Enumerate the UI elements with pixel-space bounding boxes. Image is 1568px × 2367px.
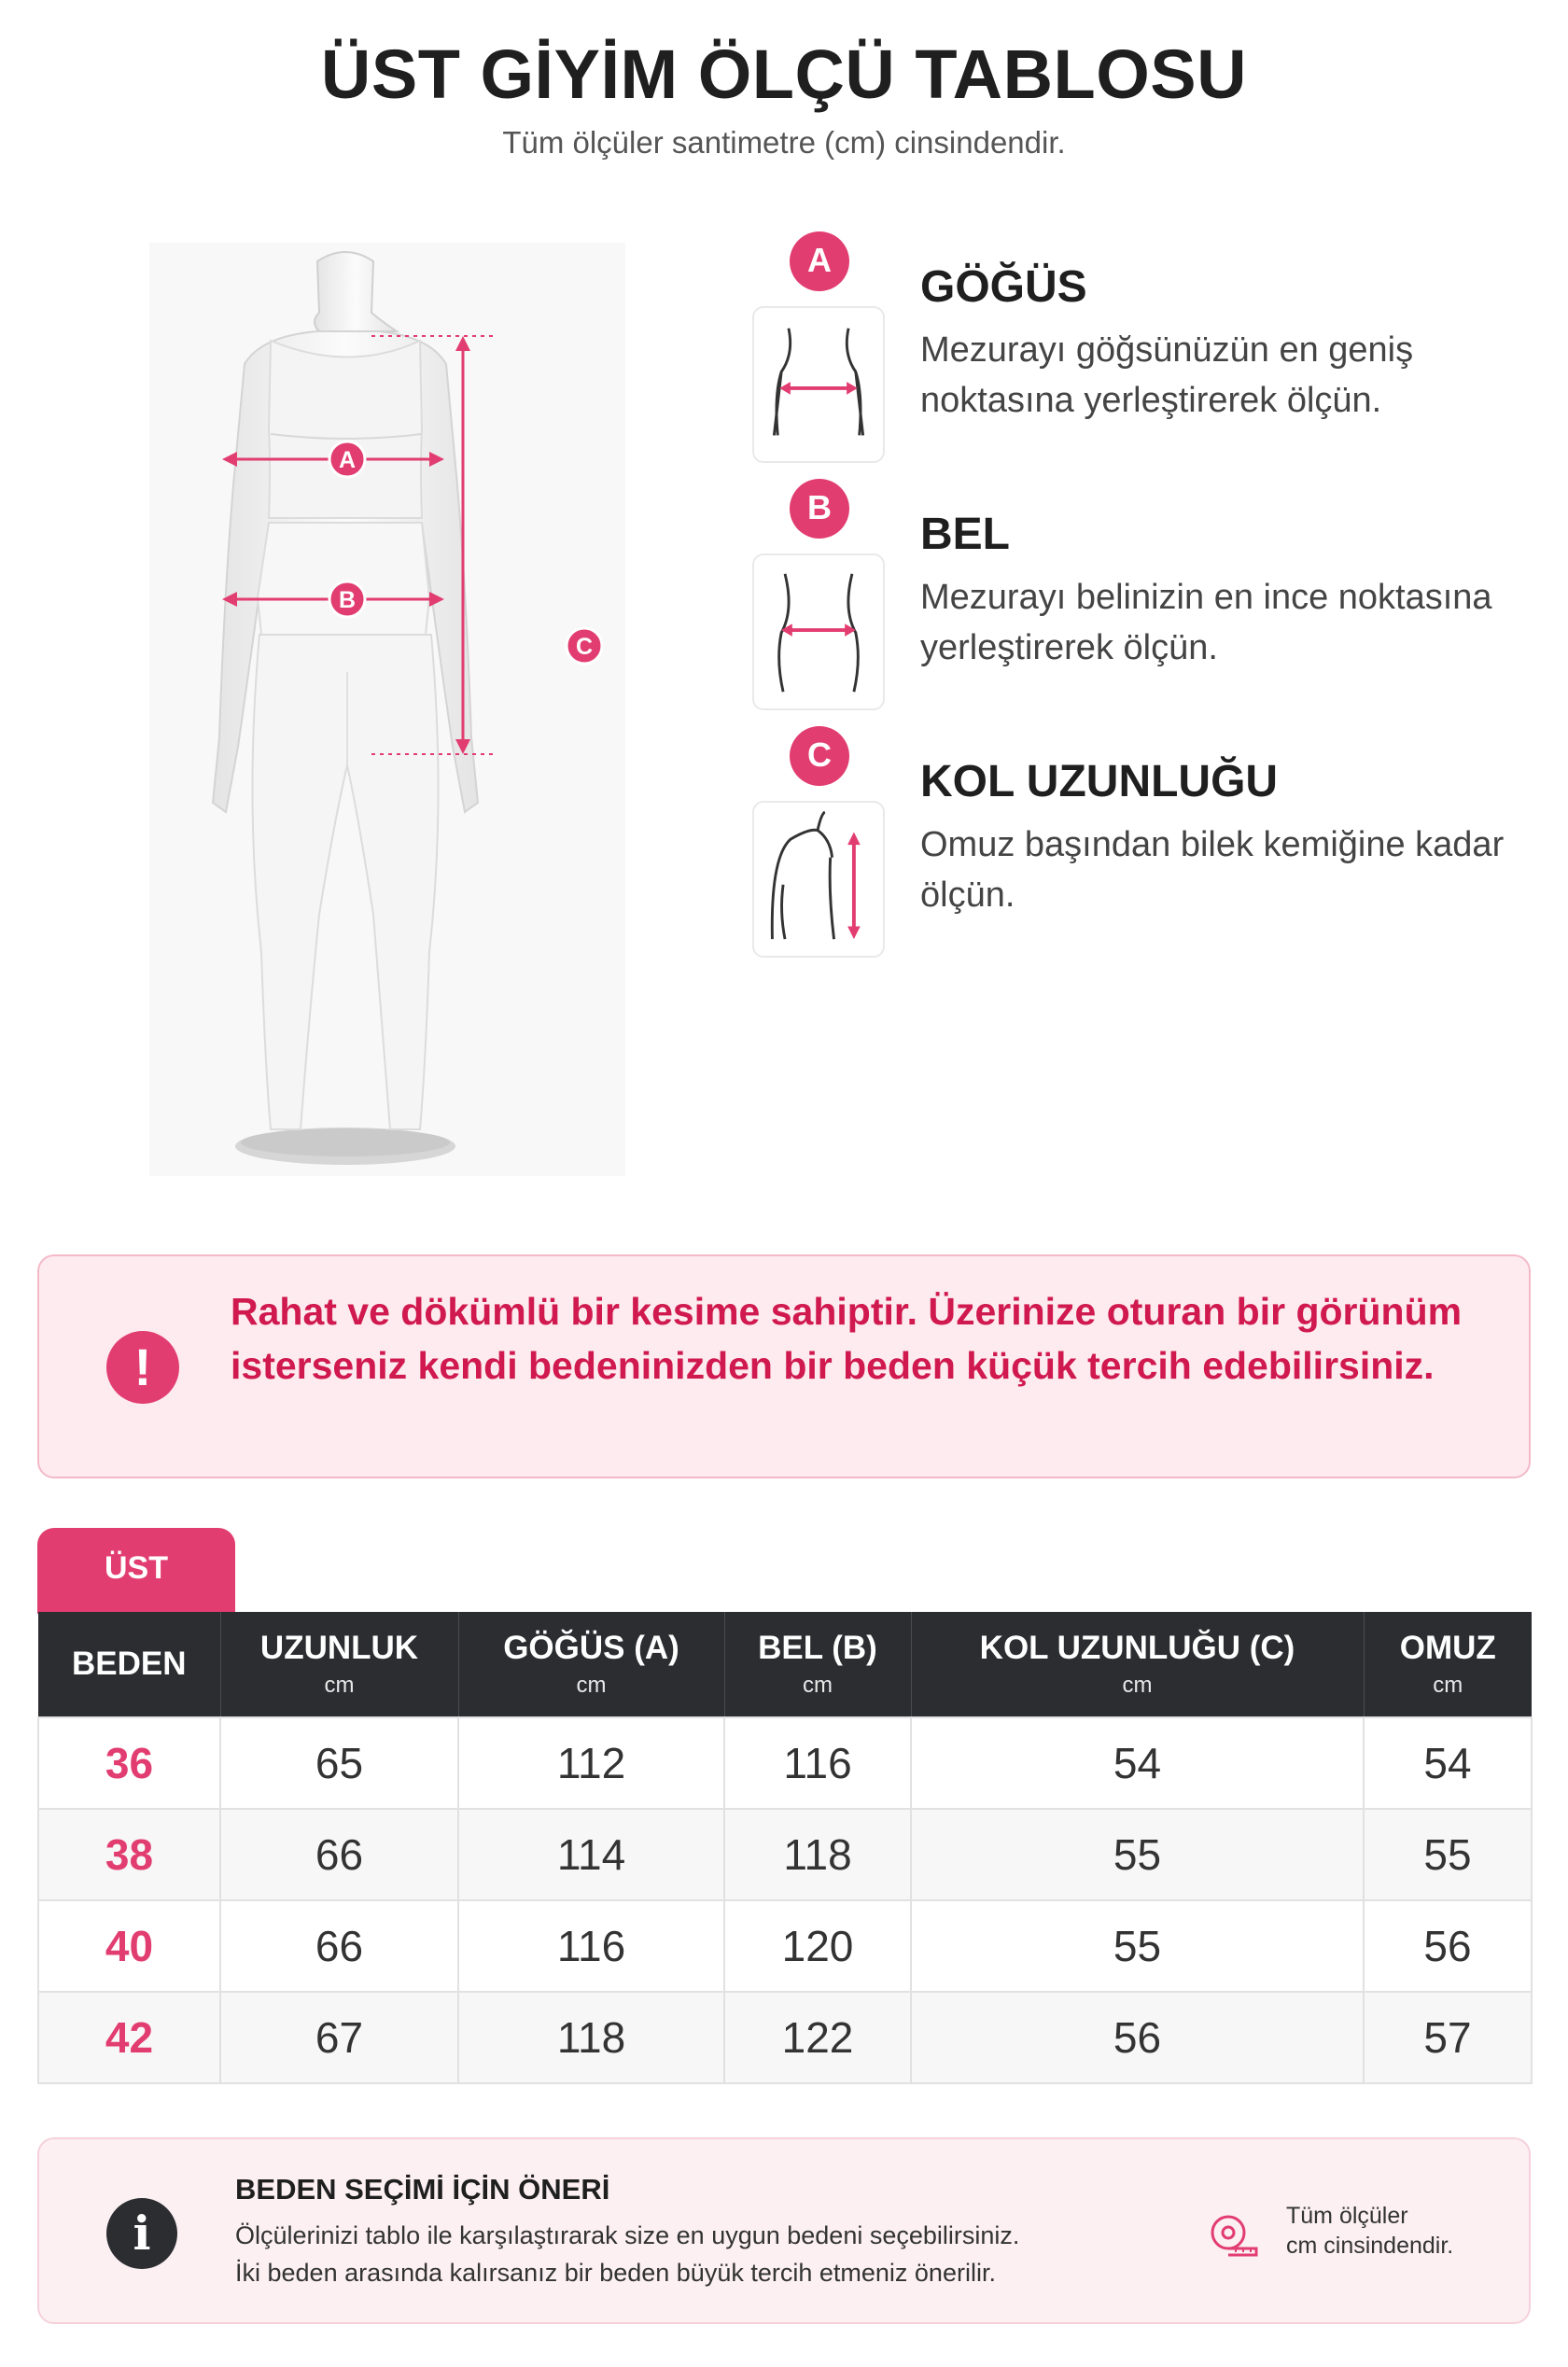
badge-b: B — [790, 479, 849, 539]
unit-note-line-1: Tüm ölçüler — [1286, 2203, 1408, 2229]
badge-c: C — [790, 726, 849, 786]
table-row — [38, 1900, 1532, 1992]
column-header-label: GÖĞÜS (A) — [503, 1630, 679, 1666]
table-cell: 67 — [220, 1992, 458, 2083]
column-header-label: UZUNLUK — [259, 1630, 419, 1666]
page-title: ÜST GİYİM ÖLÇÜ TABLOSU — [320, 35, 1248, 113]
measurement-guide — [752, 231, 1536, 973]
mannequin-label-c: C — [575, 634, 594, 660]
exclamation-icon: ! — [106, 1331, 179, 1404]
tip-title: BEDEN SEÇİMİ İÇİN ÖNERİ — [235, 2173, 610, 2206]
column-unit: cm — [1122, 1673, 1153, 1698]
column-header-label: OMUZ — [1399, 1630, 1496, 1666]
chest-measure-icon — [752, 306, 885, 463]
size-table — [37, 1612, 1533, 2084]
measure-desc-sleeve: Omuz başından bilek kemiğine kadar ölçün. — [920, 825, 1505, 915]
table-cell: 120 — [724, 1900, 911, 1992]
column-unit: cm — [324, 1673, 355, 1698]
column-header — [38, 1612, 220, 1717]
table-cell: 55 — [911, 1900, 1364, 1992]
measure-chest — [752, 231, 1536, 479]
measure-waist — [752, 479, 1536, 726]
column-header-label: BEL (B) — [758, 1630, 877, 1666]
mannequin-label-b: B — [338, 587, 357, 613]
table-row — [38, 1992, 1532, 2083]
size-tip-box — [37, 2137, 1531, 2324]
measure-title-chest: GÖĞÜS — [920, 262, 1087, 312]
table-cell: 55 — [1364, 1809, 1532, 1900]
size-cell: 42 — [38, 1992, 220, 2083]
size-cell: 40 — [38, 1900, 220, 1992]
table-cell: 56 — [911, 1992, 1364, 2083]
column-header — [220, 1612, 458, 1717]
badge-a: A — [790, 231, 849, 291]
measure-title-waist: BEL — [920, 510, 1010, 559]
column-unit: cm — [803, 1673, 833, 1698]
waist-measure-icon — [752, 553, 885, 710]
table-header-row — [38, 1612, 1532, 1717]
measure-desc-waist: Mezurayı belinizin en ince noktasına yerleştirerek ölçün. — [920, 578, 1492, 667]
column-header — [911, 1612, 1364, 1717]
size-cell: 38 — [38, 1809, 220, 1900]
column-header — [724, 1612, 911, 1717]
tip-text-line-2: İki beden arasında kalırsanız bir beden büyük tercih etmeniz önerilir. — [235, 2259, 996, 2287]
table-cell: 118 — [724, 1809, 911, 1900]
mannequin-illustration — [149, 243, 625, 1176]
page-subtitle: Tüm ölçüler santimetre (cm) cinsindendir. — [502, 125, 1066, 160]
table-cell: 66 — [220, 1900, 458, 1992]
tab-ust[interactable]: ÜST — [37, 1528, 235, 1614]
measuring-tape-icon — [1208, 2212, 1260, 2259]
column-header — [1364, 1612, 1532, 1717]
column-header-label: KOL UZUNLUĞU (C) — [979, 1630, 1295, 1666]
table-cell: 66 — [220, 1809, 458, 1900]
table-cell: 56 — [1364, 1900, 1532, 1992]
page-header — [0, 35, 1568, 161]
table-cell: 116 — [458, 1900, 724, 1992]
table-row — [38, 1809, 1532, 1900]
column-unit: cm — [1433, 1673, 1463, 1698]
table-cell: 114 — [458, 1809, 724, 1900]
info-icon: i — [106, 2198, 177, 2269]
table-cell: 54 — [911, 1717, 1364, 1809]
sleeve-measure-icon — [752, 801, 885, 958]
table-cell: 122 — [724, 1992, 911, 2083]
size-cell: 36 — [38, 1717, 220, 1809]
table-cell: 112 — [458, 1717, 724, 1809]
table-cell: 55 — [911, 1809, 1364, 1900]
column-header — [458, 1612, 724, 1717]
table-row — [38, 1717, 1532, 1809]
table-cell: 116 — [724, 1717, 911, 1809]
unit-note-line-2: cm cinsindendir. — [1286, 2233, 1454, 2259]
table-cell: 65 — [220, 1717, 458, 1809]
mannequin-figure — [149, 243, 625, 1176]
measure-desc-chest: Mezurayı göğsünüzün en geniş noktasına yerleştirerek ölçün. — [920, 330, 1414, 420]
unit-note — [1286, 2201, 1510, 2261]
mannequin-label-a: A — [338, 447, 357, 473]
table-cell: 54 — [1364, 1717, 1532, 1809]
table-cell: 57 — [1364, 1992, 1532, 2083]
table-cell: 118 — [458, 1992, 724, 2083]
measure-title-sleeve: KOL UZUNLUĞU — [920, 757, 1279, 806]
tip-text-line-1: Ölçülerinizi tablo ile karşılaştırarak size en uygun bedeni seçebilirsiniz. — [235, 2221, 1020, 2249]
fit-warning-text: Rahat ve dökümlü bir kesime sahiptir. Üzerinize oturan bir görünüm isterseniz kendi bedeninizden bir beden küçük tercih edebilirsiniz. — [231, 1290, 1463, 1387]
measure-sleeve — [752, 726, 1536, 973]
column-header-label: BEDEN — [71, 1646, 187, 1682]
fit-warning-box — [37, 1254, 1531, 1478]
column-unit: cm — [576, 1673, 607, 1698]
